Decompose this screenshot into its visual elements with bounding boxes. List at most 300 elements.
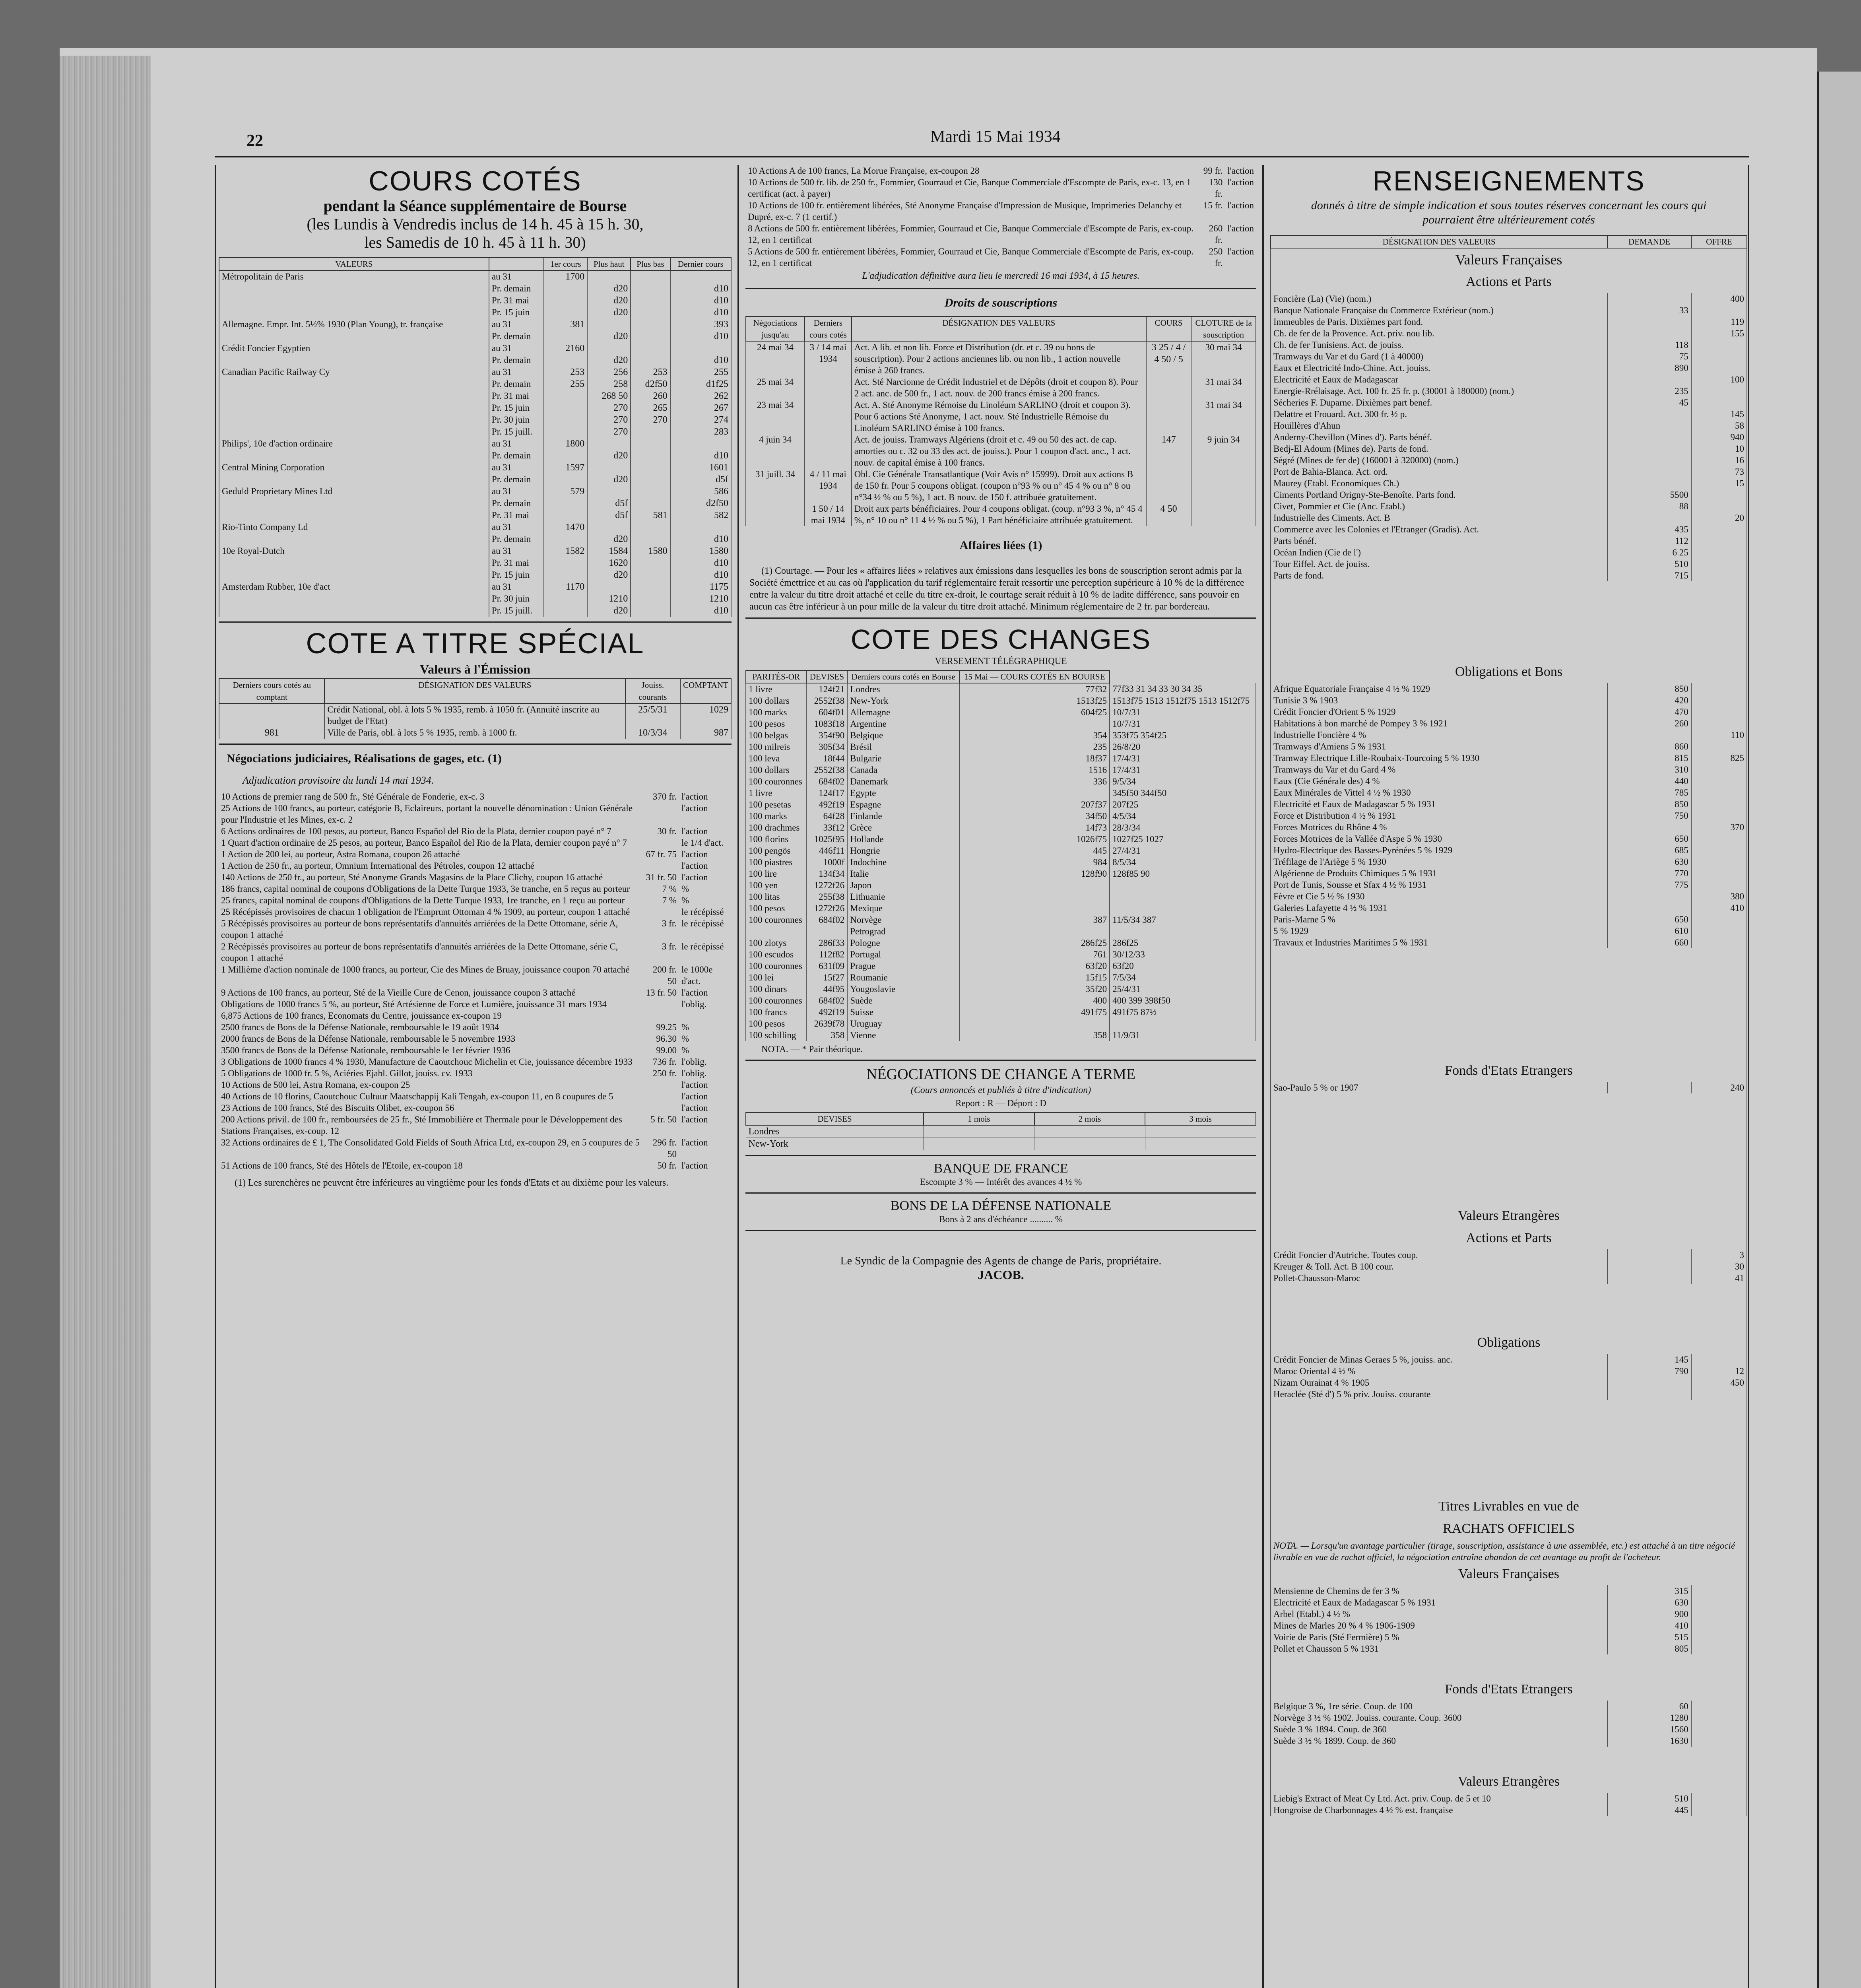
table-cell bbox=[1146, 468, 1191, 503]
table-row bbox=[1271, 385, 1747, 397]
table-cell: Pr. demain bbox=[489, 330, 544, 342]
table-cell: Foncière (La) (Vie) (nom.) bbox=[1271, 293, 1607, 305]
table-row bbox=[219, 390, 731, 402]
table-cell: Pr. 31 mai bbox=[489, 390, 544, 402]
table-cell bbox=[643, 906, 679, 918]
table-cell: 100 yen bbox=[746, 879, 806, 891]
table-cell bbox=[631, 295, 670, 307]
table-row bbox=[219, 474, 731, 485]
table-cell: 586 bbox=[670, 485, 731, 497]
changes-subtitle: VERSEMENT TÉLÉGRAPHIQUE bbox=[935, 656, 1067, 666]
column-header: VALEURS bbox=[219, 258, 489, 270]
table-cell: au 31 bbox=[489, 438, 544, 450]
table-row bbox=[1271, 718, 1747, 729]
table-row bbox=[1271, 328, 1747, 339]
table-cell: 9 juin 34 bbox=[1191, 434, 1256, 468]
table-cell bbox=[643, 860, 679, 872]
table-cell: d20 bbox=[587, 533, 631, 545]
table-cell: 100 escudos bbox=[746, 949, 806, 960]
table-cell: l'action bbox=[1227, 166, 1254, 176]
table-row bbox=[1271, 1082, 1747, 1093]
table-cell bbox=[1607, 408, 1691, 420]
table-cell bbox=[587, 462, 631, 474]
table-cell: 30 bbox=[1691, 1261, 1747, 1272]
table-cell: Pologne bbox=[847, 937, 959, 949]
table-cell: d10 bbox=[670, 450, 731, 462]
table-row bbox=[1271, 902, 1747, 914]
table-cell: 207f25 bbox=[1110, 799, 1256, 810]
table-cell: 58 bbox=[1691, 420, 1747, 431]
table-row bbox=[219, 727, 731, 739]
table-cell bbox=[1691, 1735, 1747, 1747]
table-row bbox=[1271, 1712, 1747, 1724]
section-heading: Fonds d'Etats Etrangers bbox=[1271, 1060, 1747, 1082]
table-cell bbox=[1691, 547, 1747, 558]
table-cell: % bbox=[681, 1022, 689, 1032]
table-cell: Ciments Portland Origny-Ste-Benoîte. Parts fond. bbox=[1271, 489, 1607, 501]
table-cell: 345f50 344f50 bbox=[1110, 787, 1256, 799]
divider bbox=[745, 1060, 1256, 1061]
table-row bbox=[1271, 845, 1747, 856]
table-cell: d20 bbox=[587, 295, 631, 307]
table-cell: 579 bbox=[544, 485, 587, 497]
table-cell: 805 bbox=[1607, 1643, 1691, 1654]
column-changes bbox=[745, 165, 1256, 1988]
table-cell bbox=[1110, 891, 1256, 903]
table-cell bbox=[1691, 1597, 1747, 1608]
table-row bbox=[219, 1068, 732, 1079]
table-cell: 491f75 87½ bbox=[1110, 1006, 1256, 1018]
table-row bbox=[219, 426, 731, 438]
page-number: 22 bbox=[246, 132, 263, 150]
table-cell: Pr. 30 juin bbox=[489, 414, 544, 426]
table-cell: Immeubles de Paris. Dixièmes part fond. bbox=[1271, 316, 1607, 328]
table-cell: d5f bbox=[670, 474, 731, 485]
table-cell: d2f50 bbox=[670, 497, 731, 509]
table-cell: Norvège bbox=[847, 914, 959, 926]
table-cell: 4/5/34 bbox=[1110, 810, 1256, 822]
table-cell: 255 bbox=[670, 366, 731, 378]
table-cell: 684f02 bbox=[806, 914, 847, 926]
table-cell bbox=[631, 307, 670, 318]
table-cell bbox=[643, 1102, 679, 1114]
table-cell: Central Mining Corporation bbox=[219, 462, 489, 474]
table-cell: 1620 bbox=[587, 557, 631, 569]
table-row bbox=[1271, 810, 1747, 821]
table-cell: 27/4/31 bbox=[1110, 845, 1256, 856]
table-cell bbox=[1691, 868, 1747, 879]
table-cell: 25/4/31 bbox=[1110, 983, 1256, 995]
table-cell: Tramways du Var et du Gard (1 à 40000) bbox=[1271, 351, 1607, 362]
table-cell: 336 bbox=[959, 776, 1110, 787]
table-cell bbox=[670, 342, 731, 354]
table-cell bbox=[544, 509, 587, 521]
table-row bbox=[219, 895, 732, 906]
table-cell bbox=[1607, 454, 1691, 466]
table-cell bbox=[1691, 305, 1747, 316]
table-cell: l'action bbox=[681, 1080, 708, 1090]
column-rule bbox=[737, 165, 739, 1988]
table-cell: 736 fr. bbox=[652, 1057, 677, 1067]
column-header: COURS bbox=[1146, 316, 1191, 341]
table-cell: 14f73 bbox=[959, 822, 1110, 833]
table-row bbox=[219, 342, 731, 354]
changes-table bbox=[745, 670, 1256, 1041]
column-rule bbox=[215, 165, 216, 1988]
table-cell: 491f75 bbox=[959, 1006, 1110, 1018]
table-cell: l'action bbox=[1227, 247, 1254, 256]
column-cours-cotes bbox=[219, 165, 732, 1988]
table-cell bbox=[219, 390, 489, 402]
table-cell: d10 bbox=[670, 533, 731, 545]
table-cell: Industrielle des Ciments. Act. B bbox=[1271, 512, 1607, 524]
table-row bbox=[1271, 925, 1747, 937]
table-cell: 305f34 bbox=[806, 741, 847, 753]
table-cell bbox=[1691, 787, 1747, 798]
table-cell bbox=[631, 569, 670, 581]
table-row bbox=[1271, 1631, 1747, 1643]
table-cell: 15 bbox=[1691, 478, 1747, 489]
table-cell: d20 bbox=[587, 569, 631, 581]
table-cell: 1580 bbox=[631, 545, 670, 557]
table-cell: Pr. 31 mai bbox=[489, 295, 544, 307]
table-cell: 100 dollars bbox=[746, 695, 806, 707]
table-row bbox=[1271, 856, 1747, 868]
table-cell: l'action bbox=[1227, 177, 1254, 187]
spacer bbox=[1271, 1400, 1747, 1495]
table-row bbox=[219, 941, 732, 964]
table-row bbox=[219, 1079, 732, 1091]
column-header: Derniers cours cotés bbox=[805, 316, 852, 341]
table-cell bbox=[1110, 1018, 1256, 1029]
table-cell bbox=[1691, 339, 1747, 351]
table-cell bbox=[1607, 443, 1691, 454]
table-header-row bbox=[219, 258, 731, 270]
table-cell bbox=[544, 295, 587, 307]
table-cell: 9 Actions de 100 francs, au porteur, Sté de la Vieille Cure de Cenon, jouissance coupon 3 attaché bbox=[221, 988, 576, 998]
table-cell: Electricité et Eaux de Madagascar 5 % 1931 bbox=[1271, 1597, 1607, 1608]
table-cell bbox=[219, 354, 489, 366]
table-row bbox=[1271, 420, 1747, 431]
table-cell: Tunisie 3 % 1903 bbox=[1271, 695, 1607, 706]
table-row bbox=[219, 1137, 732, 1160]
table-row bbox=[746, 868, 1256, 879]
table-cell bbox=[631, 283, 670, 295]
table-cell bbox=[631, 270, 670, 283]
table-cell: 1 50 / 14 mai 1934 bbox=[805, 503, 852, 526]
column-header: Négociations jusqu'au bbox=[746, 316, 805, 341]
spacer bbox=[1271, 1654, 1747, 1678]
table-cell: 262 bbox=[670, 390, 731, 402]
table-cell: Act. de jouiss. Tramways Algériens (droit et c. 49 ou 50 des act. de cap. amorties ou c. 32 ou 33 des act. de jouiss.). Pour 1 coupon d'act. anc., 1 act. nouv. de capital émise à 100 francs. bbox=[852, 434, 1146, 468]
table-cell bbox=[1191, 503, 1256, 526]
table-cell bbox=[1691, 1724, 1747, 1735]
table-row bbox=[1271, 1354, 1747, 1365]
column-header: Derniers cours cotés en Bourse bbox=[847, 670, 959, 683]
table-cell: d10 bbox=[670, 330, 731, 342]
table-cell: 25 Actions de 100 francs, au porteur, catégorie B, Eclaireurs, portant la nouvelle dénomination : Union Générale pour l'Industrie et les Mines, ex-c. 2 bbox=[221, 803, 633, 825]
table-cell: 1272f26 bbox=[806, 903, 847, 914]
table-cell bbox=[219, 474, 489, 485]
table-cell: 445 bbox=[1607, 1804, 1691, 1816]
table-cell bbox=[806, 926, 847, 937]
table-cell: 604f25 bbox=[959, 707, 1110, 718]
section-heading: Valeurs Etrangères bbox=[1271, 1205, 1747, 1227]
table-cell: Bedj-El Adoum (Mines de). Parts de fond. bbox=[1271, 443, 1607, 454]
table-header-row bbox=[219, 679, 731, 703]
table-cell: 18f37 bbox=[959, 753, 1110, 764]
table-row bbox=[219, 1114, 732, 1137]
table-cell bbox=[1191, 468, 1256, 503]
table-cell: Pr. 15 juin bbox=[489, 402, 544, 414]
table-cell bbox=[1607, 729, 1691, 741]
table-cell bbox=[544, 426, 587, 438]
table-cell: 660 bbox=[1607, 937, 1691, 948]
changes-title: COTE DES CHANGES bbox=[850, 624, 1151, 655]
spacer bbox=[1271, 948, 1747, 1060]
table-cell bbox=[544, 402, 587, 414]
table-cell: 255 bbox=[544, 378, 587, 390]
table-cell: 17/4/31 bbox=[1110, 753, 1256, 764]
bulletin-page bbox=[215, 127, 1749, 1988]
divider bbox=[745, 288, 1256, 289]
table-cell: Finlande bbox=[847, 810, 959, 822]
table-cell: 770 bbox=[1607, 868, 1691, 879]
table-cell: 7 % bbox=[662, 884, 677, 894]
table-cell: Mines de Marles 20 % 4 % 1906-1909 bbox=[1271, 1620, 1607, 1631]
table-row bbox=[1271, 1608, 1747, 1620]
column-header: OFFRE bbox=[1691, 235, 1747, 248]
table-row bbox=[219, 605, 731, 617]
table-row bbox=[219, 1033, 732, 1044]
table-row bbox=[1271, 570, 1747, 581]
table-cell: 118 bbox=[1607, 339, 1691, 351]
table-cell: 11/9/31 bbox=[1110, 1029, 1256, 1041]
table-cell: 207f37 bbox=[959, 799, 1110, 810]
table-cell bbox=[1607, 478, 1691, 489]
table-cell: 24 mai 34 bbox=[746, 341, 805, 376]
table-cell: Geduld Proprietary Mines Ltd bbox=[219, 485, 489, 497]
negociations-table bbox=[219, 791, 732, 1171]
table-cell bbox=[959, 903, 1110, 914]
table-cell: 240 bbox=[1691, 1082, 1747, 1093]
table-cell bbox=[219, 283, 489, 295]
table-cell: 610 bbox=[1607, 925, 1691, 937]
table-cell bbox=[544, 450, 587, 462]
table-cell: l'action bbox=[681, 861, 708, 871]
table-cell: Nizam Ourainat 4 % 1905 bbox=[1271, 1377, 1607, 1388]
divider bbox=[219, 621, 732, 623]
table-cell bbox=[1607, 420, 1691, 431]
divider bbox=[745, 1230, 1256, 1231]
table-cell bbox=[587, 342, 631, 354]
table-row bbox=[219, 402, 731, 414]
table-cell: 100 zlotys bbox=[746, 937, 806, 949]
spacer-row bbox=[1271, 1400, 1747, 1495]
table-cell: 446f11 bbox=[806, 845, 847, 856]
table-cell: 100 litas bbox=[746, 891, 806, 903]
table-cell: 15f27 bbox=[806, 972, 847, 983]
table-cell: 1 livre bbox=[746, 683, 806, 695]
table-row bbox=[1271, 547, 1747, 558]
table-cell bbox=[1607, 374, 1691, 385]
table-cell: 25 francs, capital nominal de coupons d'Obligations de la Dette Turque 1933, 1re tranche, en 1 reçu au porteur bbox=[221, 895, 625, 905]
table-row bbox=[219, 1056, 732, 1068]
table-cell: 100 leva bbox=[746, 753, 806, 764]
table-cell: 99.25 bbox=[656, 1022, 677, 1032]
table-cell: Civet, Pommier et Cie (Anc. Etabl.) bbox=[1271, 501, 1607, 512]
table-cell: d20 bbox=[587, 474, 631, 485]
cours-cotes-hours-sat: les Samedis de 10 h. 45 à 11 h. 30) bbox=[364, 233, 586, 251]
divider bbox=[219, 744, 732, 745]
table-cell bbox=[1691, 937, 1747, 948]
table-cell: 1580 bbox=[670, 545, 731, 557]
table-cell bbox=[1691, 718, 1747, 729]
table-cell: 128f90 bbox=[959, 868, 1110, 879]
table-cell bbox=[1691, 362, 1747, 374]
table-cell: Uruguay bbox=[847, 1018, 959, 1029]
table-cell: 2160 bbox=[544, 342, 587, 354]
table-row bbox=[219, 378, 731, 390]
table-cell: d20 bbox=[587, 330, 631, 342]
table-row bbox=[219, 581, 731, 593]
table-cell: 8/5/34 bbox=[1110, 856, 1256, 868]
table-cell: l'action bbox=[681, 1138, 708, 1147]
table-cell: 99 fr. bbox=[1203, 166, 1223, 176]
table-cell: 200 Actions privil. de 100 fr., remboursées de 25 fr., Sté Immobilière et Thermale pour le Développement des Stations Françaises, ex-coup. 12 bbox=[221, 1114, 622, 1136]
table-cell: 267 bbox=[670, 402, 731, 414]
table-cell: 33 bbox=[1607, 305, 1691, 316]
table-cell: Philips', 10e d'action ordinaire bbox=[219, 438, 489, 450]
bons-title: BONS DE LA DÉFENSE NATIONALE bbox=[890, 1198, 1112, 1213]
table-cell bbox=[1691, 501, 1747, 512]
table-cell: Pr. 15 juill. bbox=[489, 426, 544, 438]
table-cell: Tramway Electrique Lille-Roubaix-Tourcoing 5 % 1930 bbox=[1271, 752, 1607, 764]
column-header: PARITÉS-OR bbox=[746, 670, 806, 683]
table-row bbox=[745, 177, 1256, 200]
table-cell: au 31 bbox=[489, 521, 544, 533]
table-cell bbox=[1691, 914, 1747, 925]
table-cell: 100 milreis bbox=[746, 741, 806, 753]
table-cell: 1170 bbox=[544, 581, 587, 593]
table-cell bbox=[1691, 1643, 1747, 1654]
table-row bbox=[219, 791, 732, 802]
table-cell: 100 pesos bbox=[746, 903, 806, 914]
table-cell: 270 bbox=[587, 414, 631, 426]
table-cell: Crédit Foncier Egyptien bbox=[219, 342, 489, 354]
table-cell: 145 bbox=[1607, 1354, 1691, 1365]
table-cell: 32 Actions ordinaires de £ 1, The Consolidated Gold Fields of South Africa Ltd, ex-coupon 29, en 5 coupures de 5 bbox=[221, 1138, 640, 1147]
table-cell: Suisse bbox=[847, 1006, 959, 1018]
table-cell: Afrique Equatoriale Française 4 ½ % 1929 bbox=[1271, 683, 1607, 695]
table-cell bbox=[631, 533, 670, 545]
table-cell: Mensienne de Chemins de fer 3 % bbox=[1271, 1585, 1607, 1597]
table-cell: Obl. Cie Générale Transatlantique (Voir Avis n° 15999). Droit aux actions B de 150 fr. Pour 5 coupons obligat. (coupon n°93 % ou n° 45 4 % ou n° 8 ou n°34 ½ % ou 5 %), 1 act. B nouv. de 150 f. attribuée gratuitement. bbox=[852, 468, 1146, 503]
table-cell bbox=[1691, 351, 1747, 362]
table-cell bbox=[1691, 856, 1747, 868]
table-cell bbox=[544, 354, 587, 366]
table-row bbox=[1271, 775, 1747, 787]
table-cell: 25 mai 34 bbox=[746, 376, 805, 399]
table-cell: 270 bbox=[587, 426, 631, 438]
table-cell: Canada bbox=[847, 764, 959, 776]
table-row bbox=[219, 438, 731, 450]
spacer-row bbox=[1271, 581, 1747, 661]
table-row bbox=[746, 787, 1256, 799]
table-cell: 435 bbox=[1607, 524, 1691, 535]
table-cell: 581 bbox=[631, 509, 670, 521]
table-cell: 650 bbox=[1607, 914, 1691, 925]
table-cell: 987 bbox=[680, 727, 731, 739]
table-cell bbox=[1607, 891, 1691, 902]
table-cell bbox=[544, 593, 587, 605]
table-cell: l'action bbox=[681, 826, 708, 836]
table-cell: 850 bbox=[1607, 798, 1691, 810]
column-header: Dernier cours bbox=[670, 258, 731, 270]
table-cell: 100 pesos bbox=[746, 1018, 806, 1029]
table-row bbox=[745, 246, 1256, 269]
table-cell: 235 bbox=[959, 741, 1110, 753]
table-cell: Pollet-Chausson-Maroc bbox=[1271, 1272, 1607, 1284]
section-heading: Valeurs Françaises bbox=[1271, 248, 1747, 271]
table-cell: Egypte bbox=[847, 787, 959, 799]
table-cell: 6 Actions ordinaires de 100 pesos, au porteur, Banco Español del Rio de la Plata, dernier coupon payé n° 7 bbox=[221, 826, 611, 836]
table-cell: 100 lei bbox=[746, 972, 806, 983]
table-cell: Liebig's Extract of Meat Cy Ltd. Act. priv. Coup. de 5 et 10 bbox=[1271, 1793, 1607, 1804]
terme-report: Report : R — Déport : D bbox=[955, 1098, 1046, 1108]
table-cell: Pr. demain bbox=[489, 378, 544, 390]
table-cell bbox=[1691, 1388, 1747, 1400]
table-cell: Argentine bbox=[847, 718, 959, 730]
table-cell: 112 bbox=[1607, 535, 1691, 547]
table-cell: l'oblig. bbox=[681, 1057, 707, 1067]
table-row bbox=[746, 856, 1256, 868]
table-cell: 1584 bbox=[587, 545, 631, 557]
affaires-liees: Affaires liées (1) bbox=[959, 539, 1042, 552]
negociations-note: (1) Les surenchères ne peuvent être inférieures au vingtième pour les fonds d'Etats et au dixième pour les valeurs. bbox=[235, 1178, 669, 1188]
table-cell bbox=[1110, 879, 1256, 891]
table-cell: 10/7/31 bbox=[1110, 718, 1256, 730]
table-row bbox=[1271, 408, 1747, 420]
table-cell: Eaux et Electricité Indo-Chine. Act. jouiss. bbox=[1271, 362, 1607, 374]
table-cell: 11/5/34 387 bbox=[1110, 914, 1256, 926]
table-cell bbox=[1691, 1701, 1747, 1712]
table-row bbox=[1271, 1620, 1747, 1631]
table-cell bbox=[587, 485, 631, 497]
table-cell: Amsterdam Rubber, 10e d'act bbox=[219, 581, 489, 593]
table-cell: au 31 bbox=[489, 545, 544, 557]
droits-title: Droits de souscriptions bbox=[944, 296, 1058, 309]
table-cell: d20 bbox=[587, 450, 631, 462]
table-cell: Rio-Tinto Company Ld bbox=[219, 521, 489, 533]
table-cell: 1 Millième d'action nominale de 1000 francs, au porteur, Cie des Mines de Bruay, jouissance coupon 70 attaché bbox=[221, 965, 630, 975]
table-cell bbox=[631, 330, 670, 342]
table-cell: 1026f75 bbox=[959, 833, 1110, 845]
table-cell: Arbel (Etabl.) 4 ½ % bbox=[1271, 1608, 1607, 1620]
table-cell bbox=[631, 593, 670, 605]
table-cell: 260 bbox=[1607, 718, 1691, 729]
table-cell: l'action bbox=[681, 1091, 708, 1101]
table-row bbox=[219, 918, 732, 941]
table-cell: 450 bbox=[1691, 1377, 1747, 1388]
table-cell: l'action bbox=[681, 803, 708, 813]
table-cell: 77f33 31 34 33 30 34 35 bbox=[1110, 683, 1256, 695]
table-cell: d10 bbox=[670, 569, 731, 581]
table-cell: 1 Action de 200 lei, au porteur, Astra Romana, coupon 26 attaché bbox=[221, 849, 460, 859]
table-cell: 10 bbox=[1691, 443, 1747, 454]
table-cell: Indochine bbox=[847, 856, 959, 868]
table-cell: Banque Nationale Française du Commerce Extérieur (nom.) bbox=[1271, 305, 1607, 316]
